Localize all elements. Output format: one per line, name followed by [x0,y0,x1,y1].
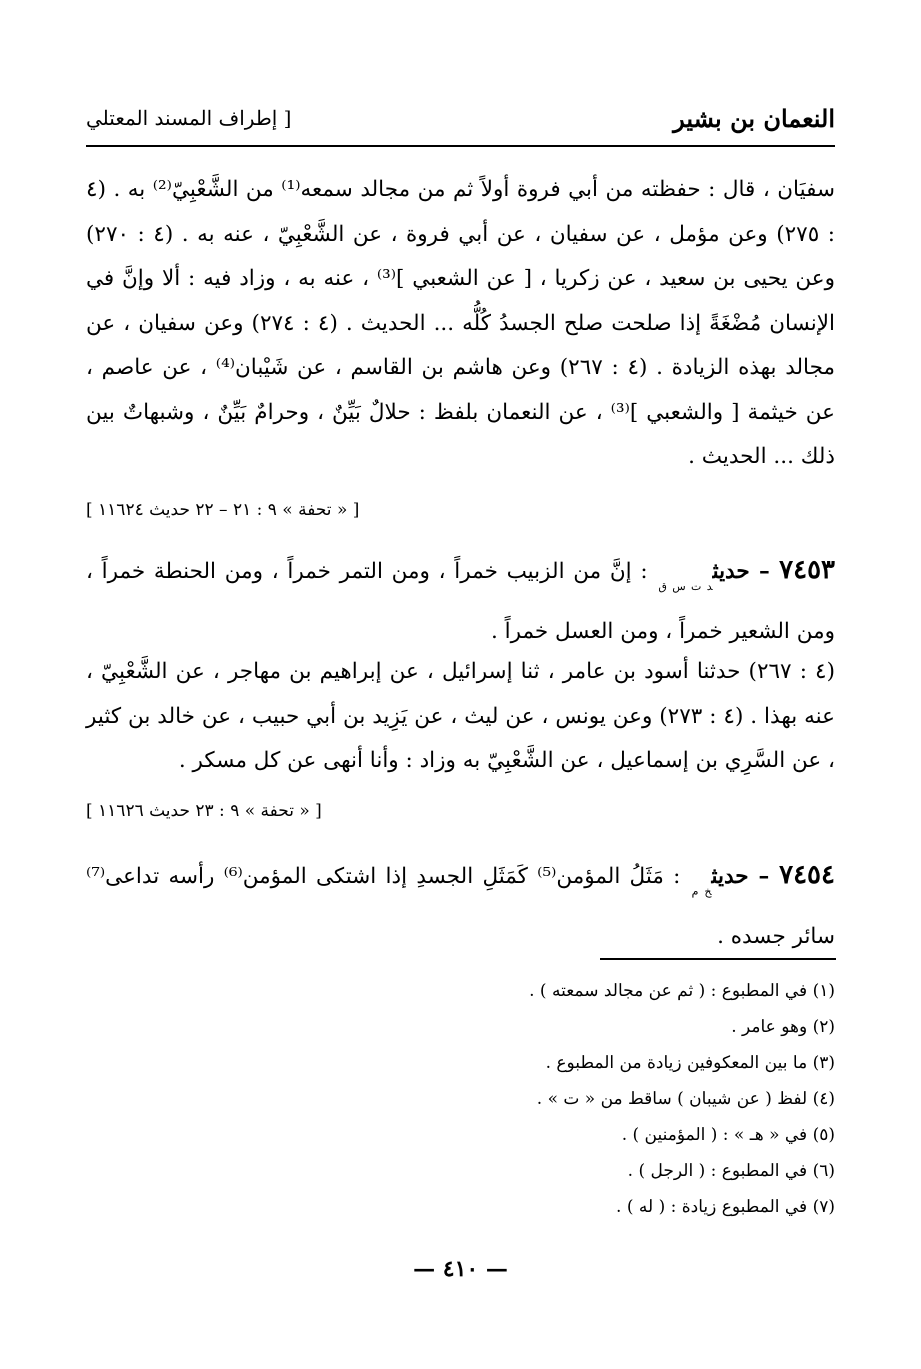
footnote-7: (٧) في المطبوع زيادة : ( له ) . [616,1197,835,1217]
hadith-7453 [86,548,835,654]
footnotes [86,973,835,1225]
hadith-number: ٧٤٥٣ [779,555,835,585]
hadith-number: ٧٤٥٤ [779,860,835,890]
hadith-7454 [86,853,835,959]
footnote-divider [600,958,836,960]
footnote-3: (٣) ما بين المعكوفين زيادة من المطبوع . [545,1053,835,1073]
tuhfa-reference-1: [ « تحفة » ٩ : ٢١ – ٢٢ حديث ١١٦٢٤ ] [86,500,360,520]
header-narrator-title: النعمان بن بشير [673,104,835,133]
footnote-2: (٢) وهو عامر . [731,1017,835,1037]
hadith-sigla: د ت س ق [658,580,713,593]
hadith-7453-chains: (٤ : ٢٦٧) حدثنا أسود بن عامر ، ثنا إسرائيل ، عن إبراهيم بن مهاجر ، عن الشَّعْبِيّ ، عنه بهذا . (٤ : ٢٧٣) وعن يونس ، عن ليث ، عن يَزِيد بن أبي حبيب ، عن خالد بن كثير ، عن السَّرِي بن إسماعيل ، عن الشَّعْبِيّ به وزاد : وأنا أنهى عن كل مسكر . [86,659,835,773]
hadith-text: : مَثَلُ المؤمن⁽⁵⁾ كَمَثَلِ الجسدِ إذا اشتكى المؤمن⁽⁶⁾ رأسه تداعى⁽⁷⁾ سائر جسده . [86,864,835,949]
hadith-sigla: خ م [691,885,712,898]
paragraph-continuation: سفيَان ، قال : حفظته من أبي فروة أولاً ثم من مجالد سمعه⁽¹⁾ من الشَّعْبِيّ⁽²⁾ به . (٤ : ٢٧٥) وعن مؤمل ، عن سفيان ، عن أبي فروة ، عن الشَّعْبِيّ ، عنه به . (٤ : ٢٧٠) وعن يحيى بن سعيد ، عن زكريا ، [ عن الشعبي ]⁽³⁾ ، عنه به ، وزاد فيه : ألا وإنَّ في الإنسان مُضْغَةً إذا صلحت صلح الجسدُ كُلُّه ... الحديث . (٤ : ٢٧٤) وعن سفيان ، عن مجالد بهذه الزيادة . (٤ : ٢٦٧) وعن هاشم بن القاسم ، عن شَيْبان⁽⁴⁾ ، عن عاصم ، عن خيثمة [ والشعبي ]⁽³⁾ ، عن النعمان بلفظ : حلالٌ بَيِّنٌ ، وحرامٌ بَيِّنٌ ، وشبهاتٌ بين ذلك ... الحديث . [86,177,835,469]
hadith-text: : إنَّ من الزبيب خمراً ، ومن التمر خمراً ، ومن الحنطة خمراً ، ومن الشعير خمراً ، ومن العسل خمراً . [86,559,835,644]
hadith-word: حديث [712,559,750,584]
footnote-5: (٥) في « هـ » : ( المؤمنين ) . [621,1125,835,1145]
page-number: — ٤١٠ — [413,1256,508,1282]
header-book-title: [ إطراف المسند المعتلي [86,106,292,130]
running-header [86,96,835,140]
footnote-6: (٦) في المطبوع : ( الرجل ) . [627,1161,835,1181]
hadith-dash: – [749,559,780,584]
footnote-4: (٤) لفظ ( عن شيبان ) ساقط من « ت » . [536,1089,835,1109]
hadith-word: حديث [711,864,749,889]
footnote-1: (١) في المطبوع : ( ثم عن مجالد سمعته ) . [529,981,835,1001]
header-divider [86,145,835,147]
tuhfa-reference-2: [ « تحفة » ٩ : ٢٣ حديث ١١٦٢٦ ] [86,801,322,821]
hadith-dash: – [748,864,780,889]
